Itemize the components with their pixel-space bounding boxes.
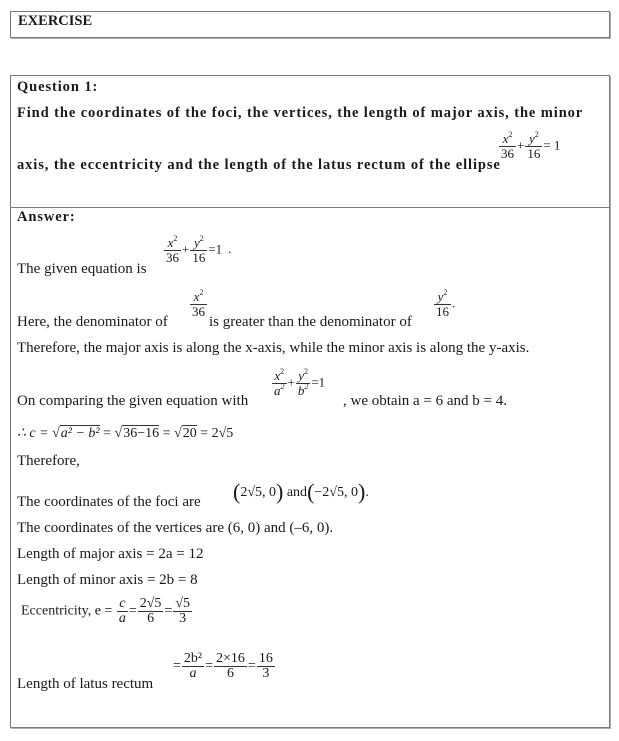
section-divider — [11, 207, 609, 208]
exercise-title: EXERCISE — [18, 13, 93, 29]
eccentricity-formula: Eccentricity, e = $\frac{c}{a}$ = $\frac{2√5}{6}$ = $\frac{√5}{3}$ — [21, 596, 191, 626]
question-text-line2: axis, the eccentricity and the length of the latus rectum of the ellipse — [17, 157, 501, 173]
major-axis-length: Length of major axis = 2a = 12 — [17, 546, 204, 562]
question-label: Question 1: — [17, 79, 99, 95]
foci-values: (2√5, 0) and(−2√5, 0). — [233, 479, 369, 504]
denominator-text-b: is greater than the denominator of — [209, 314, 412, 330]
question-text-line1: Find the coordinates of the foci, the vertices, the length of major axis, the minor — [17, 105, 584, 121]
given-equation-formula: $\frac{x^2}{36}$ + $\frac{y^2}{16}$ =1 . — [166, 234, 232, 265]
given-equation-text: The given equation is — [17, 261, 147, 277]
fraction-x2-36: $\frac{x^2}{36}$ — [192, 288, 205, 319]
answer-label: Answer: — [17, 209, 76, 225]
compare-result: , we obtain a = 6 and b = 4. — [343, 393, 507, 409]
question-equation: $\frac{x^2}{36}$ + $\frac{y^2}{16}$ = 1 — [501, 130, 561, 161]
compare-text: On comparing the given equation with — [17, 393, 249, 409]
minor-axis-length: Length of minor axis = 2b = 8 — [17, 572, 198, 588]
question-answer-box — [10, 75, 610, 728]
fraction-y2-16: $\frac{y^2}{16}$ . — [436, 288, 456, 319]
latus-rectum-text: Length of latus rectum — [17, 676, 154, 692]
c-calculation: ∴ c = √a² − b² = √36−16 = √20 = 2√5 — [17, 426, 234, 441]
standard-form-formula: $\frac{x^2}{a^2}$ + $\frac{y^2}{b^2}$ =1 — [274, 367, 326, 398]
denominator-text-a: Here, the denominator of — [17, 314, 168, 330]
exercise-header-box — [10, 11, 610, 38]
foci-text: The coordinates of the foci are — [17, 494, 201, 510]
major-axis-direction: Therefore, the major axis is along the x-axis, while the minor axis is along the y-axis. — [17, 340, 530, 356]
therefore-text: Therefore, — [17, 453, 80, 469]
latus-rectum-formula: = $\frac{\text{2b²}}{a}$ = $\frac{2\times 16}{6}$ = $\frac{16}{3}$ — [173, 651, 273, 681]
vertices-text: The coordinates of the vertices are (6, 0) and (–6, 0). — [17, 520, 334, 536]
